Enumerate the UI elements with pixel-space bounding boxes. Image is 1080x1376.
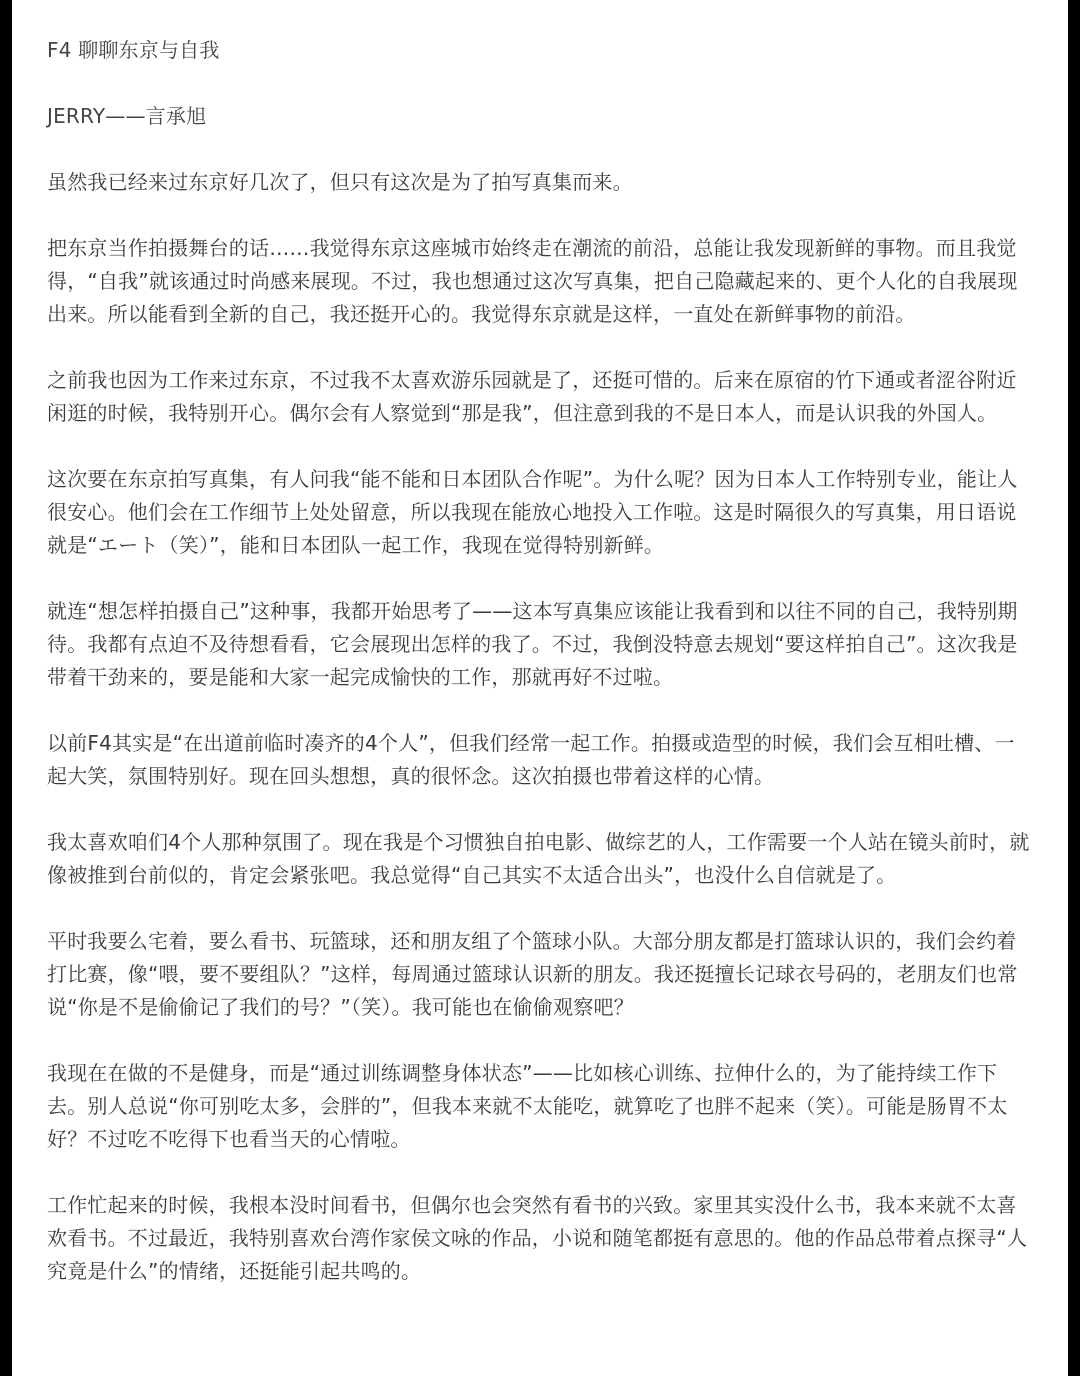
- paragraph-8: 平时我要么宅着，要么看书、玩篮球，还和朋友组了个篮球小队。大部分朋友都是打篮球认识的，我们会约着打比赛，像“喂，要不要组队？”这样，每周通过篮球认识新的朋友。我还挺擅长记球衣号码的，老朋友们也常说“你是不是偷偷记了我们的号？”（笑）。我可能也在偷偷观察吧？: [47, 929, 1018, 1019]
- document-page: [12, 0, 1068, 1376]
- paragraph-4: 这次要在东京拍写真集，有人问我“能不能和日本团队合作呢”。为什么呢？因为日本人工作特别专业，能让人很安心。他们会在工作细节上处处留意，所以我现在能放心地投入工作啦。这是时隔很久的写真集，用日语说就是“エート（笑）”，能和日本团队一起工作，我现在觉得特别新鲜。: [47, 467, 1018, 557]
- paragraph-1: 虽然我已经来过东京好几次了，但只有这次是为了拍写真集而来。: [47, 170, 633, 194]
- paragraph-6: 以前F4其实是“在出道前临时凑齐的4个人”，但我们经常一起工作。拍摄或造型的时候，我们会互相吐槽、一起大笑，氛围特别好。现在回头想想，真的很怀念。这次拍摄也带着这样的心情。: [47, 731, 1015, 788]
- paragraph-5: 就连“想怎样拍摄自己”这种事，我都开始思考了——这本写真集应该能让我看到和以往不同的自己，我特别期待。我都有点迫不及待想看看，它会展现出怎样的我了。不过，我倒没特意去规划“要这样拍自己”。这次我是带着干劲来的，要是能和大家一起完成愉快的工作，那就再好不过啦。: [47, 599, 1018, 689]
- document-body: [47, 34, 1032, 1288]
- paragraph-9: 我现在在做的不是健身，而是“通过训练调整身体状态”——比如核心训练、拉伸什么的，为了能持续工作下去。别人总说“你可别吃太多，会胖的”，但我本来就不太能吃，就算吃了也胖不起来（笑）。可能是肠胃不太好？不过吃不吃得下也看当天的心情啦。: [47, 1061, 1008, 1151]
- paragraph-7: 我太喜欢咱们4个人那种氛围了。现在我是个习惯独自拍电影、做综艺的人，工作需要一个人站在镜头前时，就像被推到台前似的，肯定会紧张吧。我总觉得“自己其实不太适合出头”，也没什么自信就是了。: [47, 830, 1030, 887]
- document-byline: JERRY——言承旭: [47, 104, 207, 128]
- paragraph-2: 把东京当作拍摄舞台的话……我觉得东京这座城市始终走在潮流的前沿，总能让我发现新鲜的事物。而且我觉得，“自我”就该通过时尚感来展现。不过，我也想通过这次写真集，把自己隐藏起来的、更个人化的自我展现出来。所以能看到全新的自己，我还挺开心的。我觉得东京就是这样，一直处在新鲜事物的前沿。: [47, 236, 1018, 326]
- paragraph-3: 之前我也因为工作来过东京，不过我不太喜欢游乐园就是了，还挺可惜的。后来在原宿的竹下通或者涩谷附近闲逛的时候，我特别开心。偶尔会有人察觉到“那是我”，但注意到我的不是日本人，而是认识我的外国人。: [47, 368, 1017, 425]
- document-title: F4 聊聊东京与自我: [47, 38, 220, 62]
- paragraph-10: 工作忙起来的时候，我根本没时间看书，但偶尔也会突然有看书的兴致。家里其实没什么书，我本来就不太喜欢看书。不过最近，我特别喜欢台湾作家侯文咏的作品，小说和随笔都挺有意思的。他的作品总带着点探寻“人究竟是什么”的情绪，还挺能引起共鸣的。: [47, 1193, 1028, 1283]
